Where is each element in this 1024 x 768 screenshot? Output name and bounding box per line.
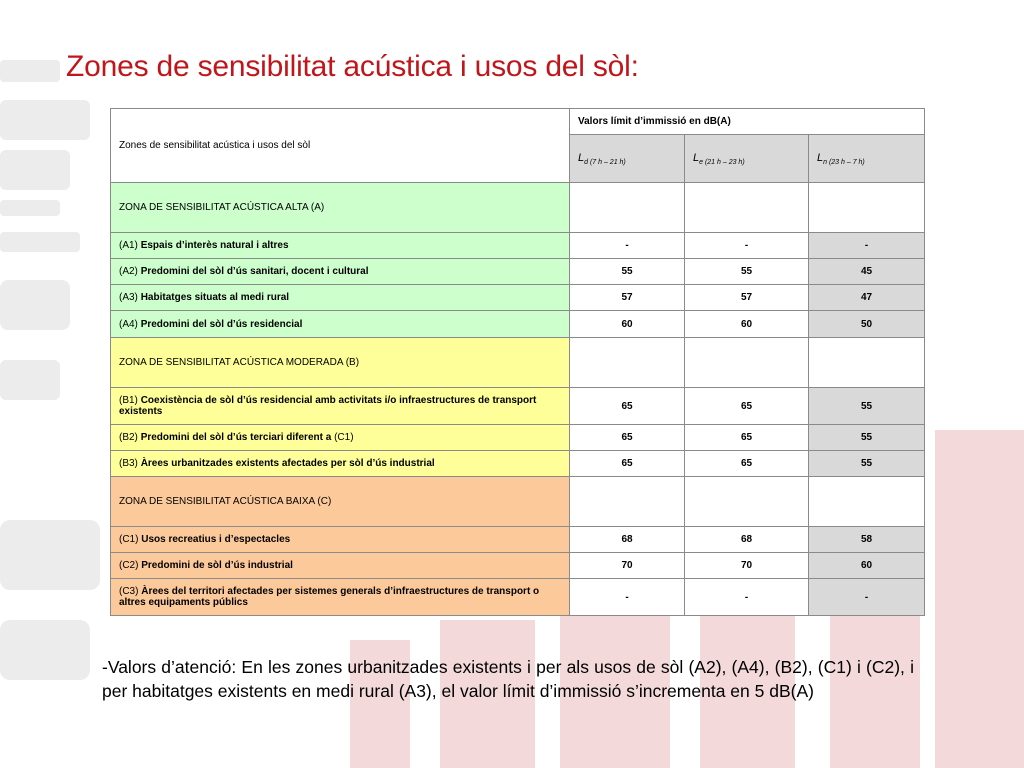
use-code: (C3) [119, 586, 139, 597]
table-row [111, 425, 925, 451]
use-name: Usos recreatius i d’espectacles [141, 534, 291, 545]
zone-label: ZONA DE SENSIBILITAT ACÚSTICA BAIXA (C) [111, 477, 570, 527]
table-body [111, 109, 925, 616]
value-le: 57 [685, 285, 809, 311]
use-code: (B1) [119, 395, 138, 406]
period-header-le: $L_{e (21 h - 23 h)}$ [685, 135, 809, 183]
empty-cell [809, 338, 925, 388]
header-row [111, 109, 925, 135]
value-le: 65 [685, 425, 809, 451]
value-le: 65 [685, 388, 809, 425]
value-ld: 60 [570, 311, 685, 338]
use-code: (B3) [119, 458, 138, 469]
use-description [111, 388, 570, 425]
noise-limits-table [110, 108, 925, 616]
use-name: Espais d’interès natural i altres [140, 240, 289, 251]
value-ld: 55 [570, 259, 685, 285]
value-ld: 68 [570, 527, 685, 553]
use-name: Predomini de sòl d’ús industrial [141, 560, 293, 571]
use-code: (A1) [119, 240, 138, 251]
use-description [111, 527, 570, 553]
use-description [111, 579, 570, 616]
value-ld: - [570, 579, 685, 616]
empty-cell [570, 338, 685, 388]
use-name: Predomini del sòl d’ús residencial [140, 318, 303, 330]
value-ld: - [570, 233, 685, 259]
empty-cell [809, 477, 925, 527]
zone-header-row [111, 477, 925, 527]
use-code: (C2) [119, 560, 139, 571]
table-row [111, 388, 925, 425]
table-row [111, 285, 925, 311]
zone-header-row [111, 183, 925, 233]
table-row [111, 259, 925, 285]
table-row [111, 311, 925, 338]
value-le: 55 [685, 259, 809, 285]
value-ln: - [809, 233, 925, 259]
value-ln: 55 [809, 388, 925, 425]
period-header-ln: $L_{n (23 h - 7 h)}$ [809, 135, 925, 183]
column-header-values: Valors límit d’immissió en dB(A) [570, 109, 925, 135]
use-name: Coexistència de sòl d’ús residencial amb activitats i/o infraestructures de transport existents [119, 395, 537, 417]
value-ld: 65 [570, 425, 685, 451]
use-name: Predomini del sòl d’ús sanitari, docent i cultural [140, 266, 369, 277]
period-header-ld: $L_{d (7 h - 21 h)}$ [570, 135, 685, 183]
value-le: 60 [685, 311, 809, 338]
use-name: Àrees del territori afectades per sistemes generals d’infraestructures de transport o altres equipaments públics [119, 586, 540, 608]
use-description [111, 451, 570, 477]
zone-header-row [111, 338, 925, 388]
use-code: (A2) [119, 266, 138, 277]
use-description [111, 233, 570, 259]
table-row [111, 527, 925, 553]
table-row [111, 553, 925, 579]
value-ln: 55 [809, 451, 925, 477]
zone-label: ZONA DE SENSIBILITAT ACÚSTICA ALTA (A) [111, 183, 570, 233]
value-ld: 65 [570, 451, 685, 477]
value-le: 68 [685, 527, 809, 553]
use-name: Àrees urbanitzades existents afectades per sòl d’ús industrial [140, 458, 435, 469]
use-name: Predomini del sòl d’ús terciari diferent a [140, 432, 332, 443]
value-le: 70 [685, 553, 809, 579]
table-row [111, 451, 925, 477]
empty-cell [570, 183, 685, 233]
empty-cell [685, 477, 809, 527]
value-le: - [685, 579, 809, 616]
empty-cell [685, 338, 809, 388]
empty-cell [570, 477, 685, 527]
empty-cell [685, 183, 809, 233]
value-le: - [685, 233, 809, 259]
value-ln: 55 [809, 425, 925, 451]
value-ln: 50 [809, 311, 925, 338]
use-code: (B2) [119, 432, 138, 443]
attention-note: -Valors d’atenció: En les zones urbanitzades existents i per als usos de sòl (A2), (A4), (B2), (C1) i (C2), i per habitatges existents en medi rural (A3), el valor límit d’immissió s’incrementa en 5 dB(A) [102, 657, 914, 701]
value-le: 65 [685, 451, 809, 477]
table-row [111, 579, 925, 616]
use-code: (C1) [119, 534, 139, 545]
value-ln: 47 [809, 285, 925, 311]
use-description [111, 425, 570, 451]
column-header-zones: Zones de sensibilitat acústica i usos del sòl [111, 109, 570, 183]
use-code: (A3) [119, 292, 138, 303]
use-name: Habitatges situats al medi rural [140, 292, 290, 303]
value-ln: 60 [809, 553, 925, 579]
use-description [111, 311, 570, 338]
zone-label: ZONA DE SENSIBILITAT ACÚSTICA MODERADA (B) [111, 338, 570, 388]
value-ld: 65 [570, 388, 685, 425]
use-description [111, 285, 570, 311]
value-ln: 58 [809, 527, 925, 553]
value-ld: 57 [570, 285, 685, 311]
table-row [111, 233, 925, 259]
page-title: Zones de sensibilitat acústica i usos del sòl: [66, 50, 639, 83]
value-ld: 70 [570, 553, 685, 579]
use-description [111, 553, 570, 579]
empty-cell [809, 183, 925, 233]
use-name-suffix: (C1) [334, 432, 354, 443]
value-ln: - [809, 579, 925, 616]
use-code: (A4) [119, 318, 138, 330]
use-description [111, 259, 570, 285]
value-ln: 45 [809, 259, 925, 285]
